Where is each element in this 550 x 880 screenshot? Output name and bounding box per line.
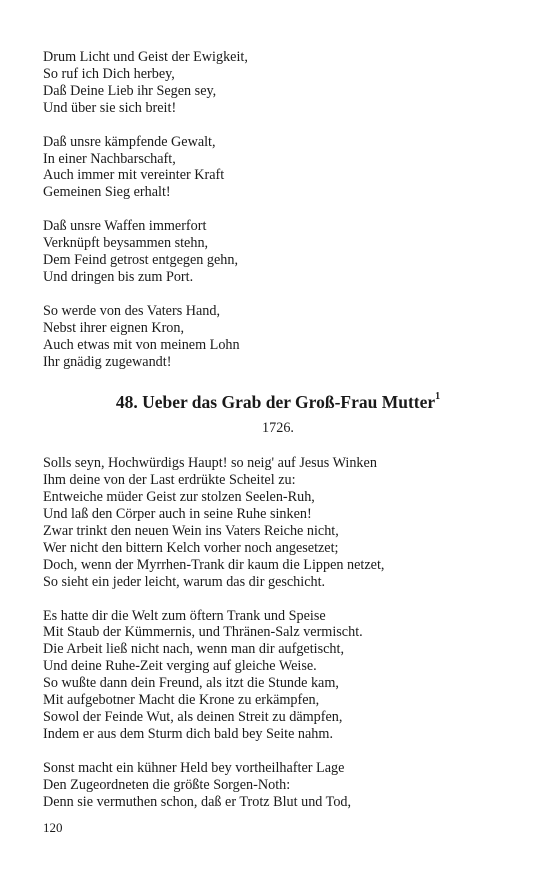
verse-line: In einer Nachbarschaft, [43, 150, 176, 167]
stanza [43, 134, 513, 202]
verse-line: Sowol der Feinde Wut, als deinen Streit zu dämpfen, [43, 709, 343, 726]
verse-line: Auch etwas mit von meinem Lohn [43, 336, 240, 353]
verse-line: Solls seyn, Hochwürdigs Haupt! so neig' auf Jesus Winken [43, 455, 377, 472]
verse-line: Zwar trinkt den neuen Wein ins Vaters Reiche nicht, [43, 522, 339, 539]
verse-line: Es hatte dir die Welt zum öftern Trank und Speise [43, 607, 326, 624]
verse-line: Nebst ihrer eignen Kron, [43, 319, 185, 336]
verse-line: Mit Staub der Kümmernis, und Thränen-Salz vermischt. [43, 624, 363, 641]
stanza [43, 760, 513, 811]
stanza [43, 455, 513, 590]
verse-line: Und über sie sich breit! [43, 99, 177, 116]
stanza [43, 303, 513, 371]
verse-line: So sieht ein jeder leicht, warum das dir geschicht. [43, 573, 326, 590]
verse-line: Dem Feind getrost entgegen gehn, [43, 252, 239, 269]
verse-line: Entweiche müder Geist zur stolzen Seelen-Ruh, [43, 489, 315, 506]
verse-line: So werde von des Vaters Hand, [43, 302, 221, 319]
verse-line: Daß unsre Waffen immerfort [43, 218, 207, 235]
stanza [43, 49, 513, 117]
verse-line: Denn sie vermuthen schon, daß er Trotz Blut und Tod, [43, 793, 352, 810]
poem-stanzas-bottom [43, 455, 513, 810]
verse-line: Die Arbeit ließ nicht nach, wenn man dir aufgetischt, [43, 641, 344, 658]
verse-line: Verknüpft beysammen stehn, [43, 235, 209, 252]
verse-line: Daß unsre kämpfende Gewalt, [43, 133, 216, 150]
verse-line: Und laß den Cörper auch in seine Ruhe sinken! [43, 506, 312, 523]
verse-line: Daß Deine Lieb ihr Segen sey, [43, 82, 217, 99]
verse-line: Und deine Ruhe-Zeit verging auf gleiche Weise. [43, 658, 317, 675]
verse-line: Auch immer mit vereinter Kraft [43, 167, 225, 184]
verse-line: So ruf ich Dich herbey, [43, 65, 175, 82]
verse-line: Ihr gnädig zugewandt! [43, 353, 172, 370]
verse-line: Gemeinen Sieg erhalt! [43, 184, 171, 201]
verse-line: Drum Licht und Geist der Ewigkeit, [43, 49, 248, 65]
verse-line: Mit aufgebotner Macht die Krone zu erkämpfen, [43, 692, 320, 709]
verse-line: Wer nicht den bittern Kelch vorher noch angesetzet; [43, 539, 339, 556]
stanza [43, 218, 513, 286]
verse-line: Doch, wenn der Myrrhen-Trank dir kaum die Lippen netzet, [43, 556, 385, 573]
poem-title: 48. Ueber das Grab der Groß-Frau Mutter [115, 391, 436, 412]
verse-line: Ihm deine von der Last erdrükte Scheitel zu: [43, 472, 296, 489]
verse-line: Sonst macht ein kühner Held bey vortheilhafter Lage [43, 759, 345, 776]
page-text [43, 49, 513, 828]
verse-line: Indem er aus dem Sturm dich bald bey Seite nahm. [43, 725, 333, 742]
verse-line: So wußte dann dein Freund, als itzt die Stunde kam, [43, 675, 339, 692]
stanza [43, 608, 513, 743]
verse-line: Und dringen bis zum Port. [43, 268, 194, 285]
poem-stanzas-top [43, 49, 513, 371]
footnote-mark: 1 [435, 390, 441, 402]
poem-year: 1726. [262, 420, 294, 437]
verse-line: Den Zugeordneten die größte Sorgen-Noth: [43, 776, 291, 793]
poem-heading [43, 388, 513, 413]
page-number: 120 [43, 820, 63, 835]
